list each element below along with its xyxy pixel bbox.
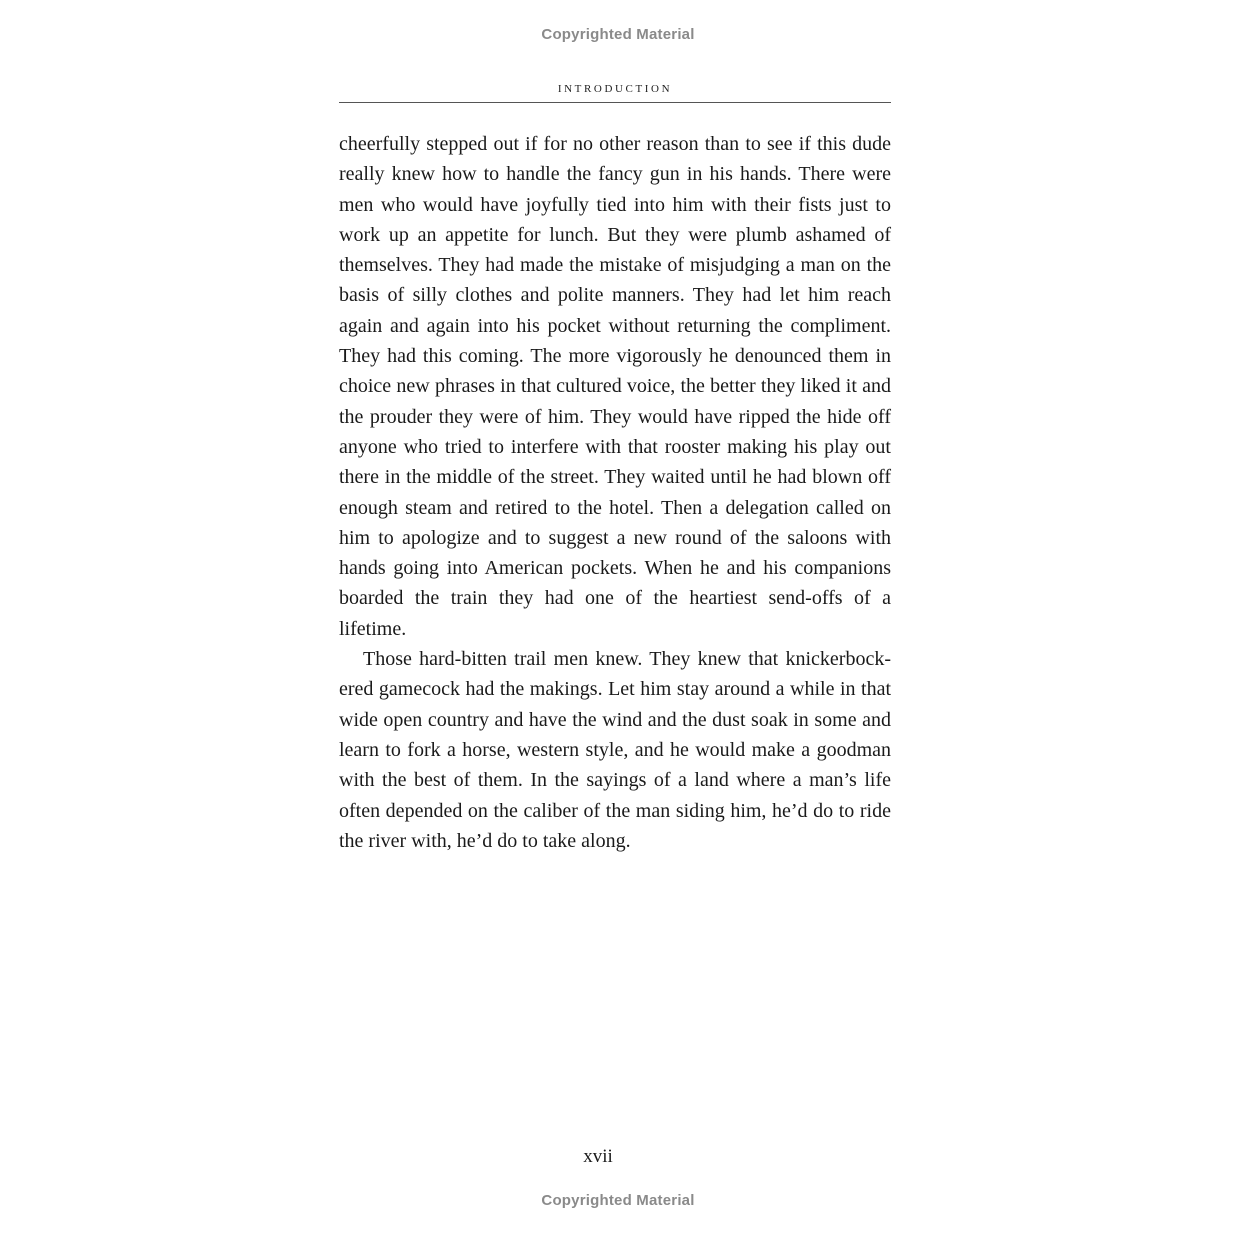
copyright-watermark-bottom: Copyrighted Material [541,1192,695,1209]
page-number: xvii [583,1146,613,1167]
body-text [339,129,891,856]
running-head-rule [339,102,891,103]
running-head: introduction [557,80,673,96]
paragraph-2: Those hard-bitten trail men knew. They knew that knickerbockered gamecock had the makings. Let him stay around a while in that wide open country and have the wind and the dust soak in some and learn to fork a horse, western style, and he would make a goodman with the best of them. In the sayings of a land where a man’s life often depended on the caliber of the man siding him, he’d do to ride the river with, he’d do to take along. [339,648,891,852]
paragraph-1: cheerfully stepped out if for no other reason than to see if this dude really knew how to handle the fancy gun in his hands. There were men who would have joyfully tied into him with their fists just to work up an appetite for lunch. But they were plumb ashamed of themselves. They had made the mistake of misjudging a man on the basis of silly clothes and polite manners. They had let him reach again and again into his pocket without returning the compliment. They had this coming. The more vigorously he denounced them in choice new phrases in that cultured voice, the better they liked it and the prouder they were of him. They would have ripped the hide off anyone who tried to interfere with that rooster making his play out there in the middle of the street. They waited until he had blown off enough steam and retired to the hotel. Then a delegation called on him to apologize and to suggest a new round of the saloons with hands going into American pockets. When he and his companions boarded the train they had one of the heartiest send-offs of a lifetime. [339,133,891,640]
copyright-watermark-top: Copyrighted Material [541,26,695,43]
